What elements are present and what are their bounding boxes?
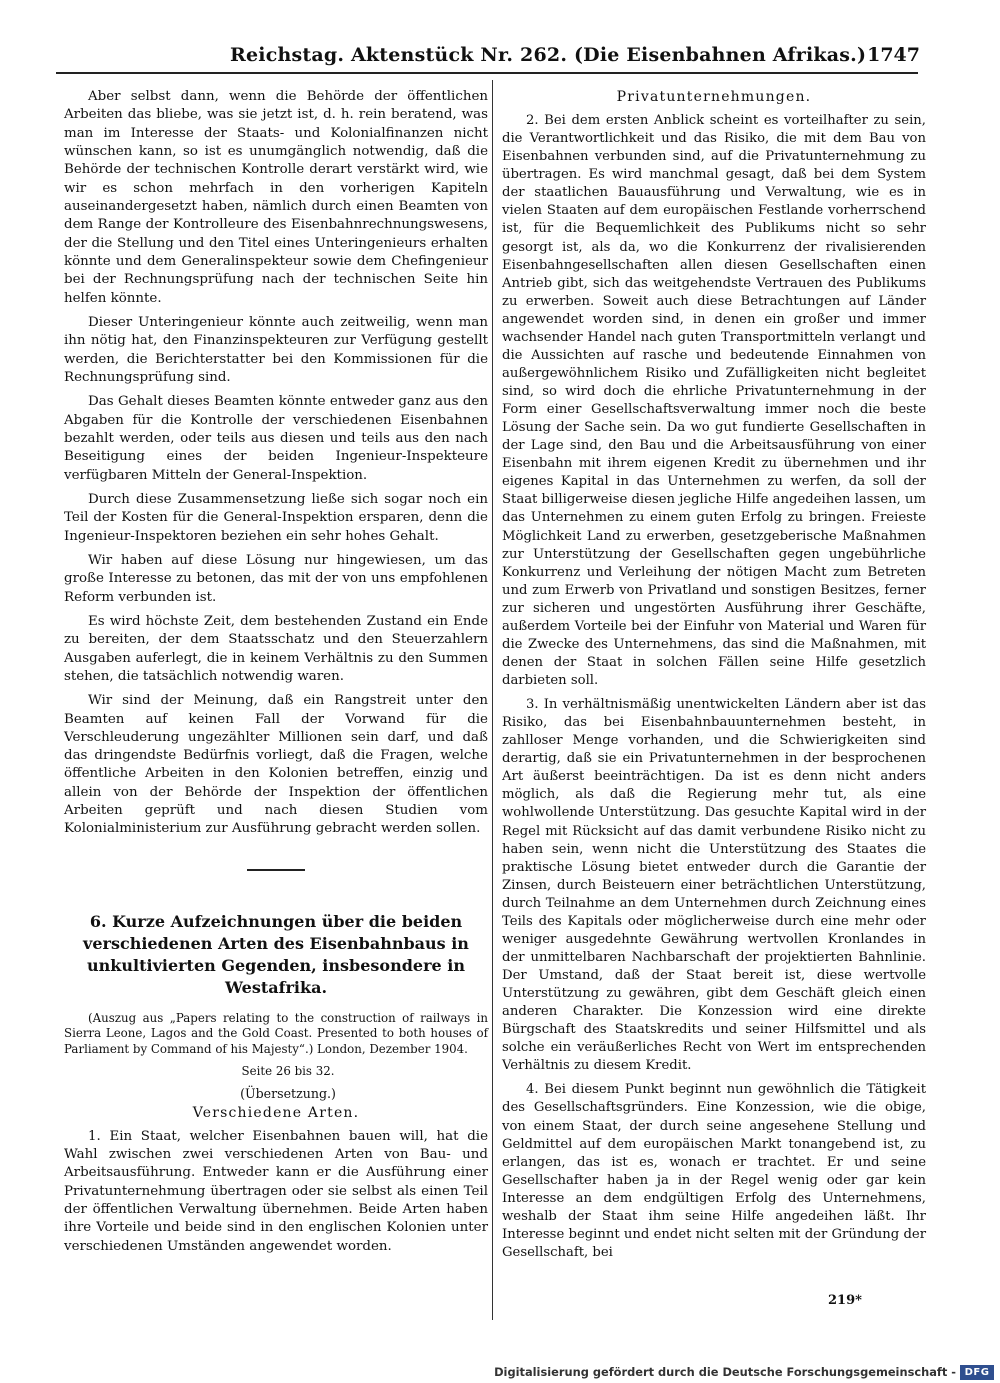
header-rule <box>56 72 918 74</box>
paragraph: Wir sind der Meinung, daß ein Rangstreit unter den Beamten auf keinen Fall der Vorwand für die Verschleuderung ungezählter Millionen sein darf, und daß das dringendste Bedürfnis vorliegt, daß die Fragen, welche öffentliche Arbeiten in den Kolonien betreffen, einzig und allein von der Behörde der Inspektion der öffentlichen Arbeiten geprüft und nach diesen Studien vom Kolonialministerium zur Ausführung gebracht werden sollen. <box>64 693 488 837</box>
paragraph: Wir haben auf diese Lösung nur hingewiesen, um das große Interesse zu betonen, das mit der von uns empfohlenen Reform verbunden ist. <box>64 552 488 605</box>
column-divider <box>492 80 493 1320</box>
paragraph: 1. Ein Staat, welcher Eisenbahnen bauen will, hat die Wahl zwischen zwei verschiedenen Arten von Bau- und Arbeitsausführung. Entweder kann er die Ausführung einer Privatunternehmung übertragen oder sie selbst als einen Teil der öffentlichen Verwaltung übernehmen. Beide Arten haben ihre Vorteile und beide sind in den englischen Kolonien unter verschiedenen Umständen angewendet worden. <box>64 1128 488 1254</box>
dfg-logo-icon: DFG <box>960 1365 994 1380</box>
subsection-title: Verschiedene Arten. <box>192 1104 360 1121</box>
translation-note: (Übersetzung.) <box>240 1086 336 1102</box>
paragraph: Dieser Unteringenieur könnte auch zeitweilig, wenn man ihn nötig hat, den Finanzinspekteuren zur Verfügung gestellt werden, die Berichterstatter bei den Kommissionen für die Rechnungsprüfung sind. <box>64 314 488 385</box>
excerpt-pages: Seite 26 bis 32. <box>241 1063 335 1078</box>
excerpt-note: (Auszug aus „Papers relating to the construction of railways in Sierra Leone, Lagos and the Gold Coast. Presented to both houses of Parliament by Command of his Majesty“.) London, Dezember 1904. <box>64 1010 488 1056</box>
paragraph: 2. Bei dem ersten Anblick scheint es vorteilhafter zu sein, die Verantwortlichkeit und das Risiko, die mit dem Bau von Eisenbahnen verbunden sind, auf die Privatunternehmung zu übertragen. Es wird manchmal gesagt, daß bei dem System der staatlichen Bauausführung und Verwaltung, wie es in vielen Staaten auf dem europäischen Festlande vorherrschend ist, für die Bequemlichkeit des Publikums nicht so sehr gesorgt ist, als da, wo die Konkurrenz der rivalisierenden Eisenbahngesellschaften allen diesen Gesellschaften einen Antrieb gibt, sich das weitgehendste Vertrauen des Publikums zu erwerben. Soweit auch diese Betrachtungen auf Länder angewendet worden sind, in denen ein großer und immer wachsender Handel nach guten Transportmitteln verlangt und die Aussichten auf rasche und bedeutende Einnahmen von außergewöhnlichem Risiko und Zufälligkeiten nicht begleitet sind, so wird doch die ehrliche Privatunternehmung in der Form einer Gesellschaftsverwaltung immer noch die beste Lösung der Sache sein. Da wo gut fundierte Gesellschaften in der Lage sind, den Bau und die Arbeitsausführung von einer Eisenbahn mit ihrem eigenen Kredit zu übernehmen und ihr eigenes Kapital in das Unternehmen zu werfen, da soll der Staat billigerweise diesen jegliche Hilfe angedeihen lassen, um das Unternehmen zu einem guten Erfolg zu bringen. Freieste Möglichkeit Land zu erwerben, gesetzgeberische Maßnahmen zur Unterstützung der Gesellschaften gegen ungebührliche Konkurrenz und Verleihung der nötigen Macht zum Betreten und zum Erwerb von Privatland und sonstigen Besitzes, ferner zur sicheren und ungestörten Ausführung ihrer Geschäfte, außerdem Vorteile bei der Einfuhr von Material und Waren für die Zwecke des Unternehmens, das sind die Maßnahmen, mit denen der Staat in solchen Fällen seine Hilfe gesetzlich darbieten soll. <box>502 113 927 688</box>
right-column <box>502 88 926 1262</box>
paragraph: Aber selbst dann, wenn die Behörde der öffentlichen Arbeiten das bliebe, was sie jetzt ist, d. h. rein beratend, was man im Interesse der Staats- und Kolonialfinanzen nicht wünschen kann, so ist es unumgänglich notwendig, daß die Behörde der technischen Kontrolle derart verstärkt wird, wie wir es schon mehrfach in den vorherigen Kapiteln auseinandergesetzt haben, nämlich durch einen Beamten von dem Range der Kontrolleure des Eisenbahnrechnungswesens, der die Stellung und den Titel eines Unteringenieurs erhalten könnte und dem Generalinspekteur sowie dem Chefingenieur bei der Rechnungsprüfung nach der technischen Seite hin helfen könnte. <box>64 89 488 306</box>
paragraph: Das Gehalt dieses Beamten könnte entweder ganz aus den Abgaben für die Kontrolle der verschiedenen Eisenbahnen bezahlt werden, oder teils aus diesen und teils aus den nach Beseitigung eines der beiden Ingenieur-Inspekteure verfügbaren Mitteln der General-Inspektion. <box>64 394 488 483</box>
digitization-banner <box>0 1363 1000 1383</box>
header-title: Reichstag. Aktenstück Nr. 262. (Die Eisenbahnen Afrikas.) <box>230 44 867 66</box>
banner-text: Digitalisierung gefördert durch die Deutsche Forschungsgemeinschaft - <box>494 1365 956 1379</box>
section-title: Privatunternehmungen. <box>616 89 812 105</box>
section-separator <box>247 869 305 871</box>
section-heading: 6. Kurze Aufzeichnungen über die beiden verschiedenen Arten des Eisenbahnbaus in unkultivierten Gegenden, insbesondere in Westafrika. <box>83 911 469 997</box>
page-number: 1747 <box>867 44 920 66</box>
left-column <box>64 88 488 1256</box>
paragraph: 3. In verhältnismäßig unentwickelten Ländern aber ist das Risiko, das bei Eisenbahnbauunternehmen besteht, in zahlloser Menge vorhanden, und die Schwierigkeiten sind derartig, daß sie ein Privatunternehmen in der besprochenen Art äußerst beeinträchtigen. Da ist es denn nicht anders möglich, als daß die Regierung mehr tut, als eine wohlwollende Unterstützung. Das gesuchte Kapital wird in der Regel mit Rücksicht auf das damit verbundene Risiko nicht zu haben sein, wenn nicht die Unterstützung des Staates die praktische Lösung bietet entweder durch die Garantie der Zinsen, durch Beisteuern einer beträchtlichen Unterstützung, durch Teilnahme an dem Unternehmen durch Zeichnung eines Teils des Kapitals oder möglicherweise durch eine mehr oder weniger ausgedehnte Gewährung wertvollen Kronlandes in der unmittelbaren Nachbarschaft der projektierten Bahnlinie. Der Umstand, daß der Staat bereit ist, diese wertvolle Unterstützung zu gewähren, gibt dem Geschäft gleich einen anderen Charakter. Die Konzession wird eine direkte Bürgschaft des Staatskredits und seiner Hilfsmittel und als solche ein veräußerliches Recht von Wert im entsprechenden Verhältnis zu diesem Kredit. <box>502 697 926 1074</box>
paragraph: Es wird höchste Zeit, dem bestehenden Zustand ein Ende zu bereiten, der dem Staatsschatz und den Steuerzahlern Ausgaben auferlegt, die in keinem Verhältnis zu den Summen stehen, die tatsächlich notwendig waren. <box>64 613 488 684</box>
paragraph: 4. Bei diesem Punkt beginnt nun gewöhnlich die Tätigkeit des Gesellschaftsgründers. Eine Konzession, wie die obige, von einem Staat, der durch seine angesehene Stellung und Geldmittel auf dem europäischen Markt tonangebend ist, zu erlangen, das ist es, wonach er trachtet. Er und seine Gesellschafter haben ja in der Regel wenig oder gar kein Interesse an dem endgültigen Erfolg des Unternehmens, weshalb der Staat ihm seine Hilfe angedeihen läßt. Ihr Interesse beginnt und endet nicht selten mit der Gründung der Gesellschaft, bei <box>502 1082 926 1260</box>
running-header <box>48 42 920 72</box>
paragraph: Durch diese Zusammensetzung ließe sich sogar noch ein Teil der Kosten für die General-Inspektion ersparen, denn die Ingenieur-Inspektoren beziehen ein sehr hohes Gehalt. <box>64 491 488 544</box>
signature-mark: 219* <box>828 1293 862 1308</box>
